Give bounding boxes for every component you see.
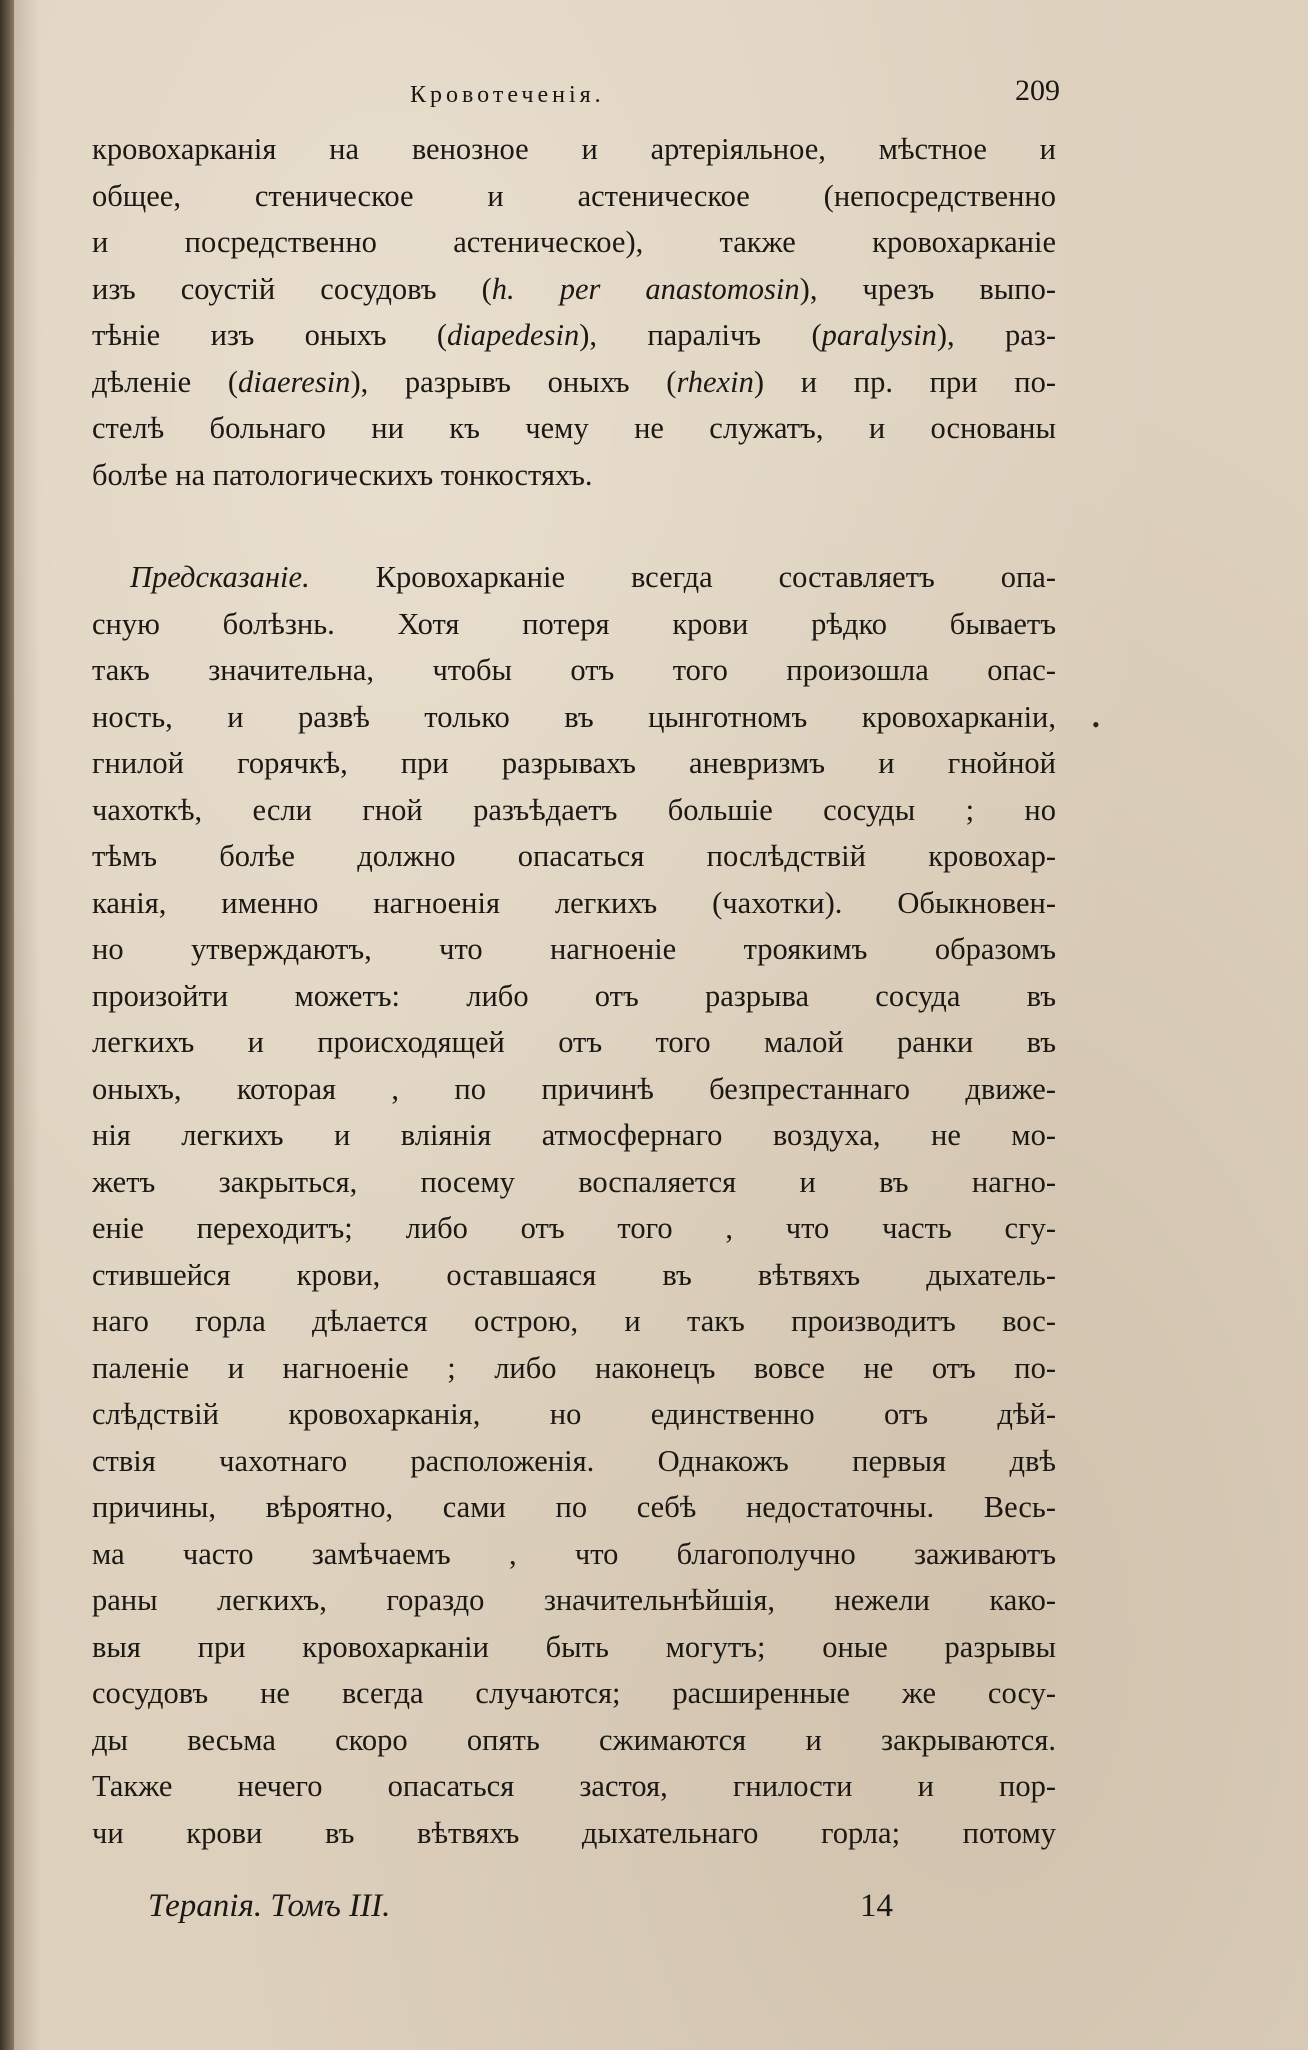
text-line: выя при кровохарканіи быть могутъ; оные разрывы: [92, 1629, 1056, 1664]
text-line: чи крови въ вѣтвяхъ дыхательнаго горла; потому: [92, 1815, 1056, 1850]
text-line: тѣмъ болѣе должно опасаться послѣдствій кровохар-: [92, 839, 1056, 873]
text-line: раны легкихъ, гораздо значительнѣйшія, нежели како-: [92, 1583, 1056, 1617]
text-line: Также нечего опасаться застоя, гнилости и пор-: [92, 1769, 1056, 1803]
prognosis-heading: Предсказаніе.: [130, 560, 310, 594]
prognosis-first-line: Кровохарканіе всегда составляетъ опа-: [309, 560, 1056, 594]
paragraph-gap: [92, 498, 1056, 554]
text-line: болѣе на патологическихъ тонкостяхъ.: [92, 457, 593, 492]
text-line: сную болѣзнь. Хотя потеря крови рѣдко бываетъ: [92, 606, 1056, 641]
running-head: Кровотеченія.: [410, 82, 605, 108]
text-line: ность, и развѣ только въ цынготномъ кровохарканіи,: [92, 699, 1056, 734]
text-line: нія легкихъ и вліянія атмосфернаго воздуха, не мо-: [92, 1118, 1056, 1152]
page-header: [410, 74, 1060, 124]
text-line: такъ значительна, чтобы отъ того произошла опас-: [92, 653, 1056, 687]
text-line: общее, стеническое и астеническое (непосредственно: [92, 178, 1056, 213]
text-line: слѣдствій кровохарканія, но единственно отъ дѣй-: [92, 1397, 1056, 1431]
text-line: чахоткѣ, если гной разъѣдаетъ большіе сосуды ; но: [92, 792, 1056, 827]
text-line: оныхъ, которая , по причинѣ безпрестаннаго движе-: [92, 1071, 1056, 1106]
page-number: 209: [1015, 74, 1060, 107]
text-line: произойти можетъ: либо отъ разрыва сосуда въ: [92, 978, 1056, 1013]
body-text: [92, 126, 1056, 1856]
text-line: жетъ закрыться, посему воспаляется и въ нагно-: [92, 1164, 1056, 1199]
page-spine-shadow: [0, 0, 14, 2050]
text-line: легкихъ и происходящей отъ того малой ранки въ: [92, 1025, 1056, 1059]
text-line: ма часто замѣчаемъ , что благополучно заживаютъ: [92, 1536, 1056, 1571]
text-line: ды весьма скоро опять сжимаются и закрываются.: [92, 1722, 1056, 1757]
text-line: еніе переходитъ; либо отъ того , что часть сгу-: [92, 1211, 1056, 1245]
text-line: кровохарканія на венозное и артеріяльное, мѣстное и: [92, 132, 1056, 166]
text-line: тѣніе изъ оныхъ (diapedesin), паралічъ (paralysin), раз-: [92, 318, 1056, 352]
text-line: причины, вѣроятно, сами по себѣ недостаточны. Весь-: [92, 1490, 1056, 1524]
text-line: наго горла дѣлается острою, и такъ производитъ вос-: [92, 1304, 1056, 1338]
text-line: и посредственно астеническое), также кровохарканіе: [92, 225, 1056, 259]
text-line-first: [92, 554, 1056, 601]
text-line: дѣленіе (diaeresin), разрывъ оныхъ (rhexin) и пр. при по-: [92, 364, 1056, 399]
text-line: паленіе и нагноеніе ; либо наконецъ вовсе не отъ по-: [92, 1350, 1056, 1385]
sheet-number: 14: [860, 1888, 893, 1924]
paragraph-classification: [92, 126, 1056, 498]
text-line: канія, именно нагноенія легкихъ (чахотки). Обыкновен-: [92, 885, 1056, 920]
page-footer: [148, 1888, 908, 1938]
text-line: стившейся крови, оставшаяся въ вѣтвяхъ дыхатель-: [92, 1257, 1056, 1292]
text-line: сосудовъ не всегда случаются; расширенные же сосу-: [92, 1676, 1056, 1710]
text-line: изъ соустій сосудовъ (h. per anastomosin), чрезъ выпо-: [92, 271, 1056, 306]
text-line: стелѣ больнаго ни къ чему не служатъ, и основаны: [92, 411, 1056, 445]
signature-mark: Терапія. Томъ III.: [148, 1888, 391, 1924]
text-line: но утверждаютъ, что нагноеніе троякимъ образомъ: [92, 932, 1056, 966]
paragraph-prognosis: [92, 554, 1056, 1856]
text-line: ствія чахотнаго расположенія. Однакожъ первыя двѣ: [92, 1443, 1056, 1478]
text-line: гнилой горячкѣ, при разрывахъ аневризмъ и гнойной: [92, 746, 1056, 780]
margin-mark: •: [1092, 712, 1100, 737]
